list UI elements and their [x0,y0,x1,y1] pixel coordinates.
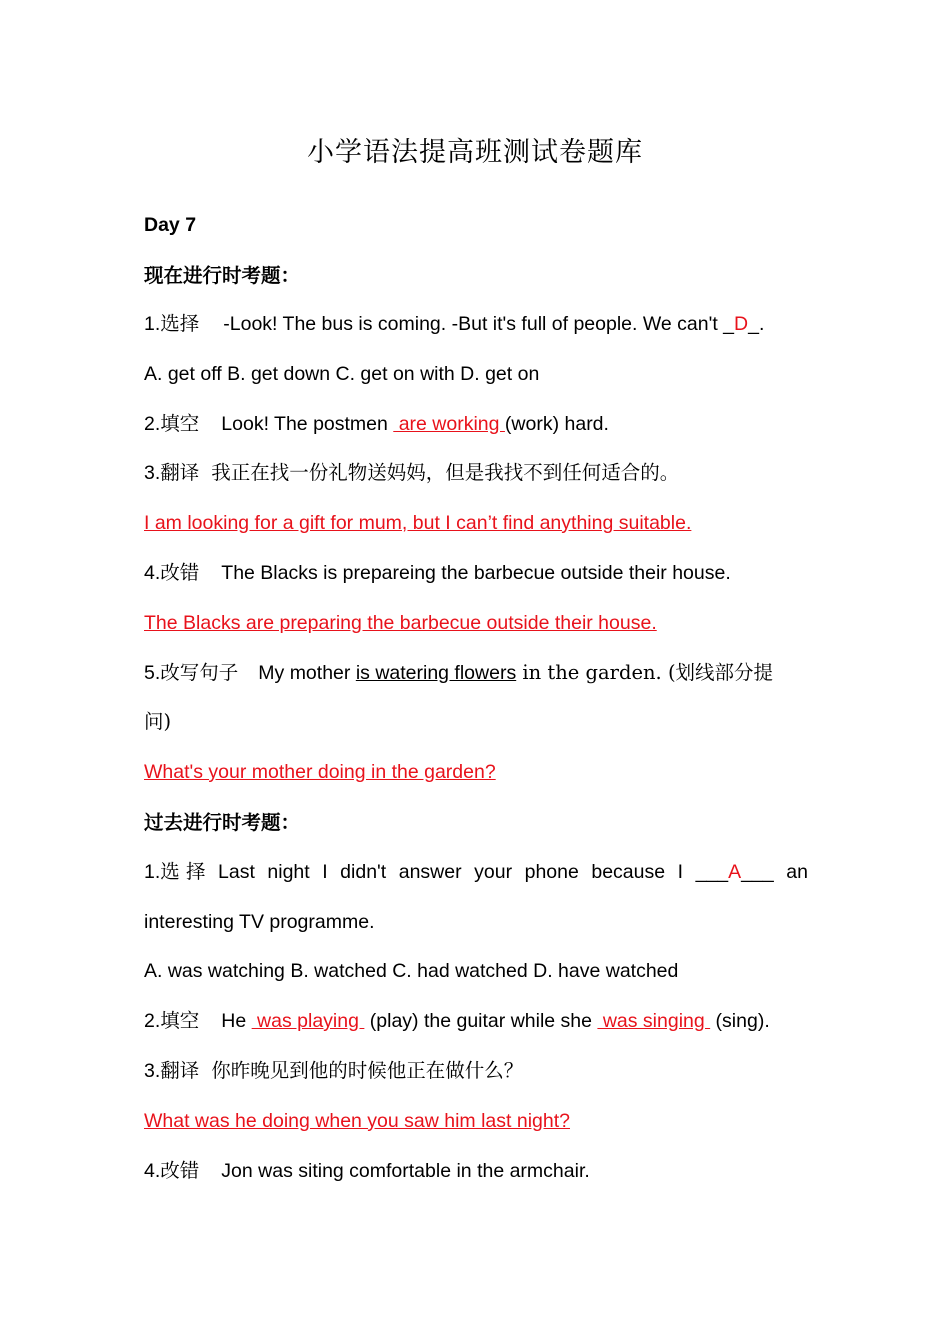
answer-text: D [734,313,749,335]
question-text: The Blacks is prepareing the barbecue outside their house. [221,562,731,584]
answer-blank-1: was playing [251,1010,365,1032]
question-number: 3. [144,462,161,484]
section-heading-present: 现在进行时考题： [144,264,301,287]
question-number: 4. [144,562,161,584]
question-type: 填空 [160,1009,200,1032]
question-type: 改写句子 [160,661,239,684]
question-number: 5. [144,662,161,684]
day-label: Day 7 [144,214,197,236]
present-q3 [144,459,808,487]
present-q5-answer: What's your mother doing in the garden? [144,761,496,783]
section-heading-past: 过去进行时考题： [144,811,301,834]
past-q3 [144,1057,808,1085]
question-text: My mother [258,662,356,684]
question-number: 4. [144,1160,161,1182]
past-q3-answer: What was he doing when you saw him last night? [144,1110,570,1132]
present-q2 [144,410,808,438]
word: didn't [340,861,387,883]
past-q1 [144,858,808,886]
question-number: 1. [144,313,161,335]
present-q5 [144,659,808,687]
word: because [591,861,666,883]
past-q1-continued: interesting TV programme. [144,911,375,933]
question-text-mid: (play) the guitar while she [364,1010,598,1032]
answer-blank: are working [393,413,505,435]
question-text: -Look! The bus is coming. -But it's full of people. We can't _ [223,313,735,335]
blank: ___ [741,861,774,883]
past-q2 [144,1007,808,1035]
question-number: 2. [144,413,161,435]
present-q1-options: A. get off B. get down C. get on with D. get on [144,363,540,385]
question-number: 3. [144,1060,161,1082]
present-q4 [144,559,808,587]
question-number: 1. [144,861,161,883]
word: I [322,861,328,883]
question-text: 我正在找一份礼物送妈妈，但是我找不到任何适合的。 [211,461,680,484]
underlined-phrase: is watering flowers [355,662,517,684]
past-q4 [144,1157,808,1185]
word: phone [524,861,579,883]
present-q4-answer: The Blacks are preparing the barbecue outside their house. [144,612,657,634]
word: your [474,861,513,883]
question-tail: _. [748,313,765,335]
present-q1 [144,310,808,338]
blank: ___ [695,861,729,883]
question-type: 翻译 [160,461,200,484]
word: Last [218,861,255,883]
question-text: 你昨晚见到他的时候他正在做什么？ [211,1059,524,1082]
question-text: Look! The postmen [221,413,394,435]
answer-blank-2: was singing [597,1010,711,1032]
question-tail: in the garden. (划线部分提 [516,661,774,684]
present-q3-answer: I am looking for a gift for mum, but I can’t find anything suitable. [144,512,692,534]
question-type: 选 择 [160,860,206,883]
answer-text: A [728,861,742,883]
past-q1-options: A. was watching B. watched C. had watched D. have watched [144,960,679,982]
question-tail: (work) hard. [504,413,609,435]
present-q5-continued: 问) [144,710,172,733]
question-tail: (sing). [710,1010,770,1032]
word: answer [398,861,462,883]
question-type: 改错 [160,1159,200,1182]
question-text: Jon was siting comfortable in the armchair. [221,1160,590,1182]
question-type: 选择 [160,312,200,335]
question-type: 翻译 [160,1059,200,1082]
word: I [677,861,684,883]
question-text: He [221,1010,252,1032]
question-type: 改错 [160,561,200,584]
word: night [267,861,310,883]
page-title: 小学语法提高班测试卷题库 [307,137,643,168]
question-type: 填空 [160,412,200,435]
question-number: 2. [144,1010,161,1032]
word: an [786,861,808,883]
